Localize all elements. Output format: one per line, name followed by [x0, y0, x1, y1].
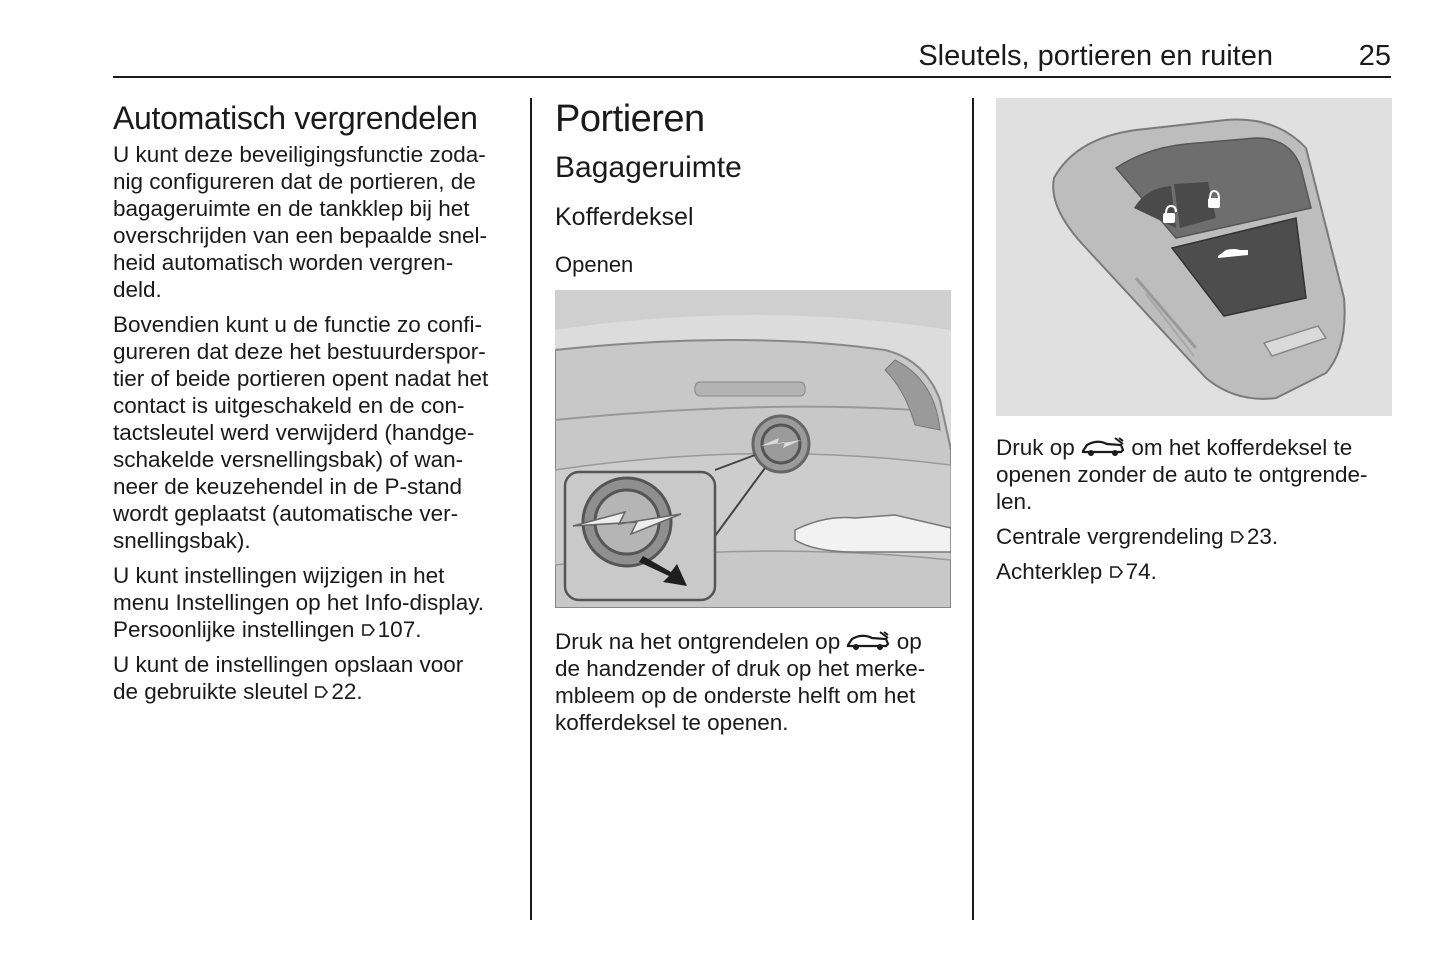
car-trunk-icon: [1081, 436, 1125, 458]
page-reference-icon: [361, 622, 375, 638]
topic-heading: Openen: [555, 252, 634, 277]
paragraph-open-trunk: Druk na het ontgrendelen op op de handzender of druk op het merke- mbleem op de onderste helft om het kofferdeksel te openen.: [555, 629, 926, 735]
paragraph-save-settings: U kunt de instellingen opslaan voor de gebruikte sleutel 22.: [113, 652, 464, 704]
column-middle: [555, 98, 953, 744]
chapter-title: Sleutels, portieren en ruiten: [918, 40, 1273, 72]
section-heading: Bagageruimte: [555, 151, 742, 184]
page-reference[interactable]: 22.: [331, 679, 363, 704]
paragraph-settings: U kunt instellingen wijzigen in het menu Instellingen op het Info-display. Persoonlijke instellingen 107.: [113, 563, 485, 642]
paragraph-tailgate-ref: Achterklep 74.: [996, 559, 1157, 584]
subsection-heading: Kofferdeksel: [555, 203, 694, 231]
paragraph-trunk-key: Druk op om het kofferdeksel te openen zonder de auto te ontgrende- len.: [996, 435, 1368, 514]
page-reference[interactable]: 74.: [1125, 559, 1157, 584]
key-fob-illustration: [996, 98, 1392, 416]
column-left: [113, 98, 515, 713]
paragraph-unlock-function: Bovendien kunt u de functie zo confi- gureren dat deze het bestuurderspor- tier of beide portieren opent nadat het contact is uitgeschakeld en de con- tactsleutel werd verwijderd (handge- schakelde versnellingsbak) of wan- neer de keuzehendel in de P-stand wordt geplaatst (automatische ver- snellingsbak).: [113, 312, 489, 553]
column-right: [996, 98, 1396, 593]
column-divider: [530, 98, 532, 920]
trunk-emblem-illustration: [555, 290, 951, 608]
paragraph-central-lock-ref: Centrale vergrendeling 23.: [996, 524, 1279, 549]
chapter-heading: Portieren: [555, 98, 705, 140]
page-reference-icon: [314, 684, 328, 700]
page-reference-icon: [1109, 564, 1123, 580]
car-trunk-icon: [846, 630, 890, 652]
page-header: [113, 38, 1391, 78]
page-reference[interactable]: 23.: [1246, 524, 1279, 549]
section-heading: Automatisch vergrendelen: [113, 100, 478, 136]
page-reference-icon: [1230, 529, 1244, 545]
page-reference[interactable]: 107.: [377, 617, 422, 642]
paragraph-auto-lock: U kunt deze beveiligingsfunctie zoda- nig configureren dat de portieren, de bagageruimte en de tankklep bij het overschrijden van een bepaalde snel- heid automatisch worden vergren- deld.: [113, 142, 487, 302]
column-divider: [972, 98, 974, 920]
page-number: 25: [1358, 40, 1391, 72]
